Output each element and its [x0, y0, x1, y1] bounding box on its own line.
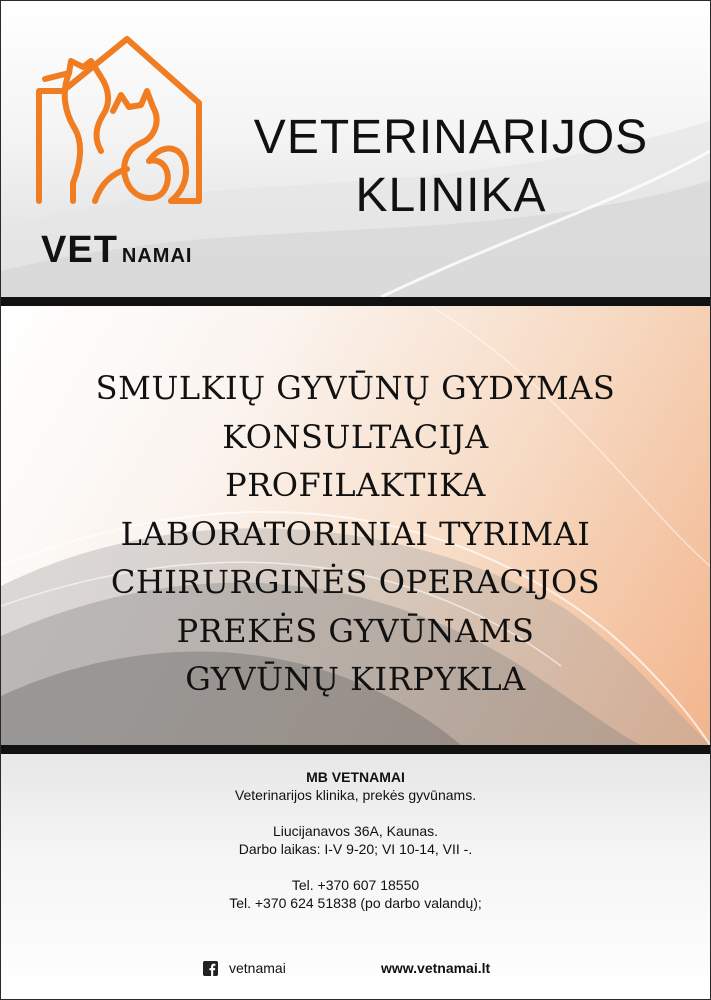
- divider-bottom: [1, 745, 710, 754]
- service-item: SMULKIŲ GYVŪNŲ GYDYMAS: [95, 369, 616, 407]
- divider-top: [1, 297, 710, 306]
- service-item: KONSULTACIJA: [222, 417, 489, 456]
- house-dog-cat-logo-icon: [31, 33, 211, 233]
- services-list: [1, 364, 710, 704]
- contact-section: [1, 754, 710, 999]
- phone-primary[interactable]: Tel. +370 607 18550: [291, 877, 420, 893]
- service-item: PROFILAKTIKA: [225, 466, 486, 504]
- header-section: [1, 1, 710, 297]
- clinic-title: [221, 109, 681, 225]
- phone-after-hours[interactable]: Tel. +370 624 51838 (po darbo valandų);: [229, 895, 482, 911]
- services-section: [1, 306, 710, 745]
- title-line-2: KLINIKA: [355, 169, 547, 222]
- website-link[interactable]: www.vetnamai.lt: [381, 960, 491, 976]
- title-line-1: VETERINARIJOS: [253, 111, 649, 164]
- service-item: LABORATORINIAI TYRIMAI: [120, 514, 591, 553]
- facebook-icon[interactable]: [203, 961, 218, 976]
- logo-wordmark: [41, 229, 192, 272]
- opening-hours: Darbo laikas: I-V 9-20; VI 10-14, VII -.: [238, 841, 473, 857]
- service-item: CHIRURGINĖS OPERACIJOS: [110, 563, 601, 601]
- vetnamai-logo: [31, 33, 211, 273]
- service-item: PREKĖS GYVŪNAMS: [176, 611, 535, 650]
- company-name: MB VETNAMAI: [306, 769, 405, 785]
- logo-vet-text: VET: [41, 229, 118, 271]
- service-item: GYVŪNŲ KIRPYKLA: [185, 660, 526, 698]
- address: Liucijanavos 36A, Kaunas.: [273, 823, 438, 839]
- logo-namai-text: NAMAI: [121, 245, 193, 267]
- footer-row: [1, 960, 710, 980]
- company-description: Veterinarijos klinika, prekės gyvūnams.: [234, 787, 477, 803]
- facebook-link[interactable]: vetnamai: [229, 960, 286, 976]
- contact-info: [1, 768, 710, 912]
